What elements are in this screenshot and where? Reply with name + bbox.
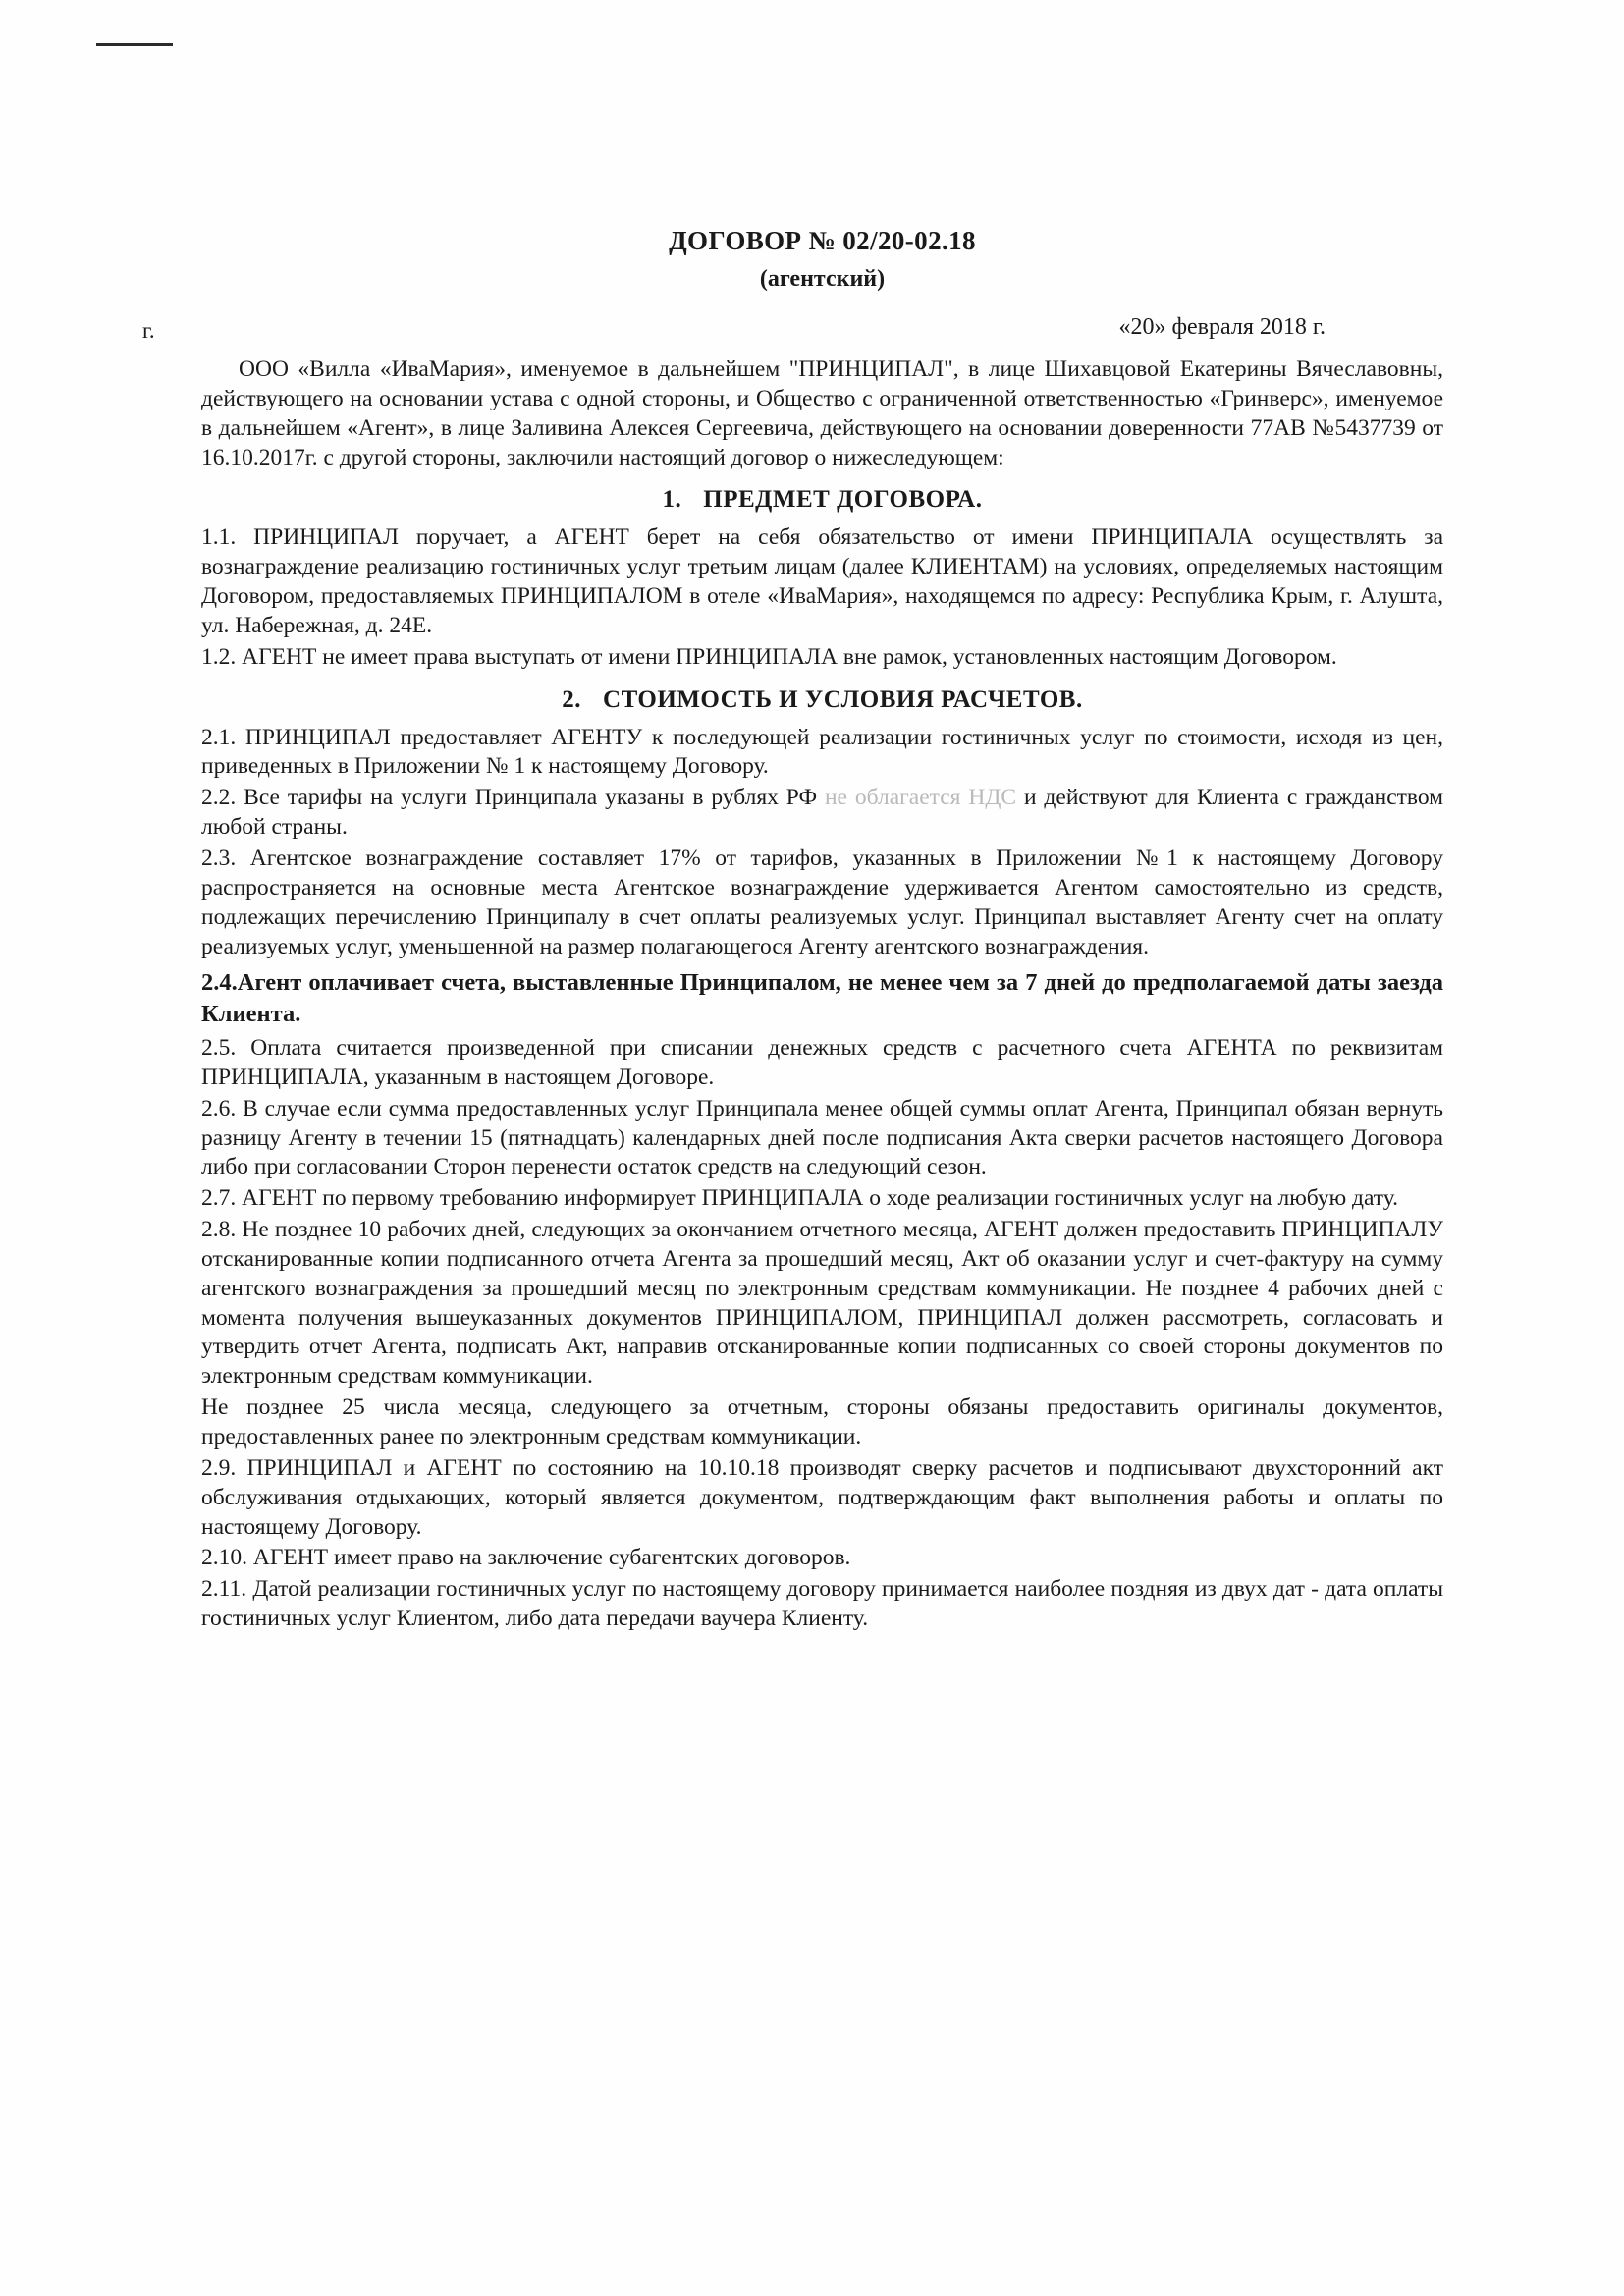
clause-2-1: 2.1. ПРИНЦИПАЛ предоставляет АГЕНТУ к последующей реализации гостиничных услуг по стоимости, исходя из цен, приведенных в Приложении № 1 к настоящему Договору. bbox=[201, 724, 1443, 780]
document-subtitle: (агентский) bbox=[759, 266, 886, 292]
section-heading-2 bbox=[201, 686, 1443, 714]
section-number-2: 2. bbox=[562, 685, 582, 713]
section-title-1: ПРЕДМЕТ ДОГОВОРА. bbox=[703, 486, 983, 514]
clause-1-1: 1.1. ПРИНЦИПАЛ поручает, а АГЕНТ берет на себя обязательство от имени ПРИНЦИПАЛА осуществлять за вознаграждение реализацию гостиничных услуг третьим лицам (далее КЛИЕНТАМ) на условиях, определяемых настоящим Договором, предоставляемых ПРИНЦИПАЛОМ в отеле «ИваМария», находящемся по адресу: Республика Крым, г. Алушта, ул. Набережная, д. 24Е. bbox=[201, 524, 1443, 638]
clause-2-8: 2.8. Не позднее 10 рабочих дней, следующих за окончанием отчетного месяца, АГЕНТ должен предоставить ПРИНЦИПАЛУ отсканированные копии подписанного отчета Агента за прошедший месяц, Акт об оказании услуг и счет-фактуру на сумму агентского вознаграждения за прошедший месяц по электронным средствам коммуникации. Не позднее 4 рабочих дней с момента получения вышеуказанных документов ПРИНЦИПАЛОМ, ПРИНЦИПАЛ должен рассмотреть, согласовать и утвердить отчет Агента, подписать Акт, направив отсканированные копии подписанных со своей стороны документов по электронным средствам коммуникации. bbox=[201, 1217, 1443, 1390]
document-meta bbox=[142, 314, 1443, 348]
clause-2-6: 2.6. В случае если сумма предоставленных услуг Принципала менее общей суммы оплат Агента, Принципал обязан вернуть разницу Агенту в течении 15 (пятнадцать) календарных дней после подписания Акта сверки расчетов настоящего Договора либо при согласовании Сторон перенести остаток средств на следующий сезон. bbox=[201, 1095, 1443, 1180]
clause-2-3: 2.3. Агентское вознаграждение составляет 17% от тарифов, указанных в Приложении №1 к настоящему Договору распространяется на основные места Агентское вознаграждение удерживается Агентом самостоятельно из средств, подлежащих перечислению Принципалу в счет оплаты реализуемых услуг. Принципал выставляет Агенту счет на оплату реализуемых услуг, уменьшенной на размер полагающегося Агенту агентского вознаграждения. bbox=[201, 845, 1443, 959]
clause-2-7: 2.7. АГЕНТ по первому требованию информирует ПРИНЦИПАЛА о ходе реализации гостиничных услуг на любую дату. bbox=[201, 1185, 1399, 1212]
clause-2-2-text-start: 2.2. Все тарифы на услуги Принципала указаны в рублях РФ bbox=[201, 785, 818, 811]
clause-2-10: 2.10. АГЕНТ имеет право на заключение субагентских договоров. bbox=[201, 1545, 851, 1571]
preamble-paragraph: ООО «Вилла «ИваМария», именуемое в дальнейшем "ПРИНЦИПАЛ", в лице Шихавцовой Екатерины Вячеславовны, действующего на основании устава с одной стороны, и Общество с ограниченной ответственностью «Гринверс», именуемое в дальнейшем «Агент», в лице Заливина Алексея Сергеевича, действующего на основании доверенности 77АВ №5437739 от 16.10.2017г. с другой стороны, заключили настоящий договор о нижеследующем: bbox=[201, 356, 1443, 470]
clause-2-2-text-end: и действуют для Клиента с гражданством любой страны. bbox=[201, 785, 1444, 841]
clause-2-2 bbox=[201, 784, 1443, 843]
section-number-1: 1. bbox=[662, 486, 682, 514]
scan-artifact-line bbox=[96, 43, 173, 46]
clause-2-11: 2.11. Датой реализации гостиничных услуг по настоящему договору принимается наиболее поздняя из двух дат - дата оплаты гостиничных услуг Клиентом, либо дата передачи ваучера Клиенту. bbox=[201, 1576, 1443, 1632]
clause-2-9: 2.9. ПРИНЦИПАЛ и АГЕНТ по состоянию на 10.10.18 производят сверку расчетов и подписывают двухсторонний акт обслуживания отдыхающих, который является документом, подтверждающим факт выполнения работы и оплаты по настоящему Договору. bbox=[201, 1454, 1443, 1540]
document-date: «20» февраля 2018 г. bbox=[1118, 314, 1326, 340]
clause-1-2: 1.2. АГЕНТ не имеет права выступать от имени ПРИНЦИПАЛА вне рамок, установленных настоящим Договором. bbox=[201, 643, 1337, 670]
page-title: ДОГОВОР № 02/20-02.18 bbox=[669, 226, 976, 255]
clause-2-8-addendum: Не позднее 25 числа месяца, следующего за отчетным, стороны обязаны предоставить оригиналы документов, предоставленных ранее по электронным средствам коммуникации. bbox=[201, 1394, 1443, 1449]
section-heading-1 bbox=[201, 486, 1443, 514]
clause-2-4: 2.4.Агент оплачивает счета, выставленные Принципалом, не менее чем за 7 дней до предполагаемой даты заезда Клиента. bbox=[201, 969, 1443, 1028]
section-title-2: СТОИМОСТЬ И УСЛОВИЯ РАСЧЕТОВ. bbox=[603, 685, 1083, 713]
clause-2-2-faded-stamp: не облагается НДС bbox=[824, 785, 1017, 811]
city-label: г. bbox=[142, 318, 155, 343]
document-body bbox=[142, 226, 1444, 1636]
clause-2-5: 2.5. Оплата считается произведенной при списании денежных средств с расчетного счета АГЕНТА по реквизитам ПРИНЦИПАЛА, указанным в настоящем Договоре. bbox=[201, 1035, 1443, 1090]
